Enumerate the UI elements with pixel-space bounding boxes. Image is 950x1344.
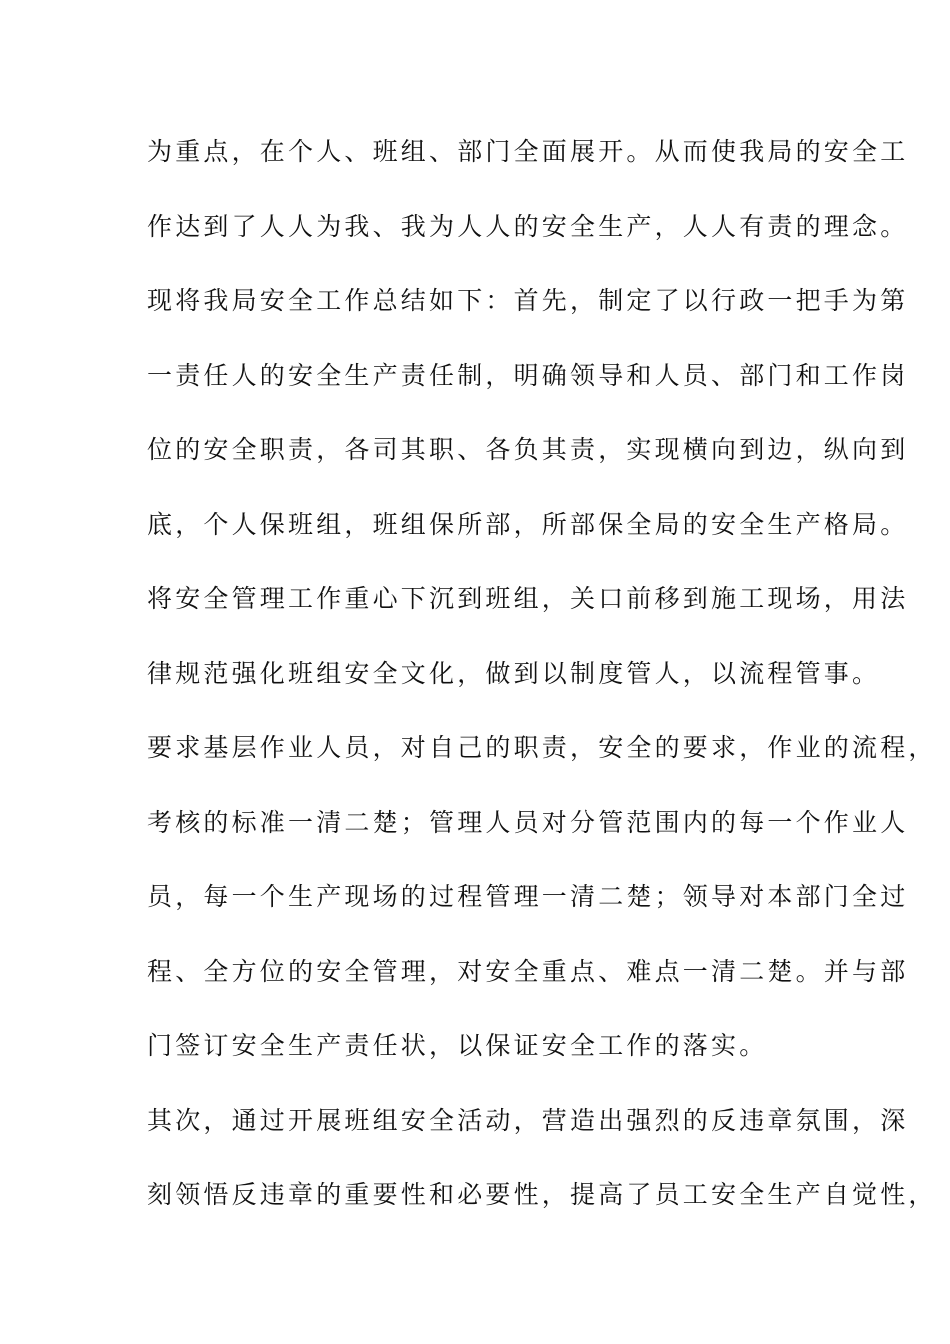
- text-line: 其次，通过开展班组安全活动，营造出强烈的反违章氛围，深: [147, 1105, 909, 1135]
- text-line: 作达到了人人为我、我为人人的安全生产，人人有责的理念。: [147, 211, 909, 241]
- text-line: 底，个人保班组，班组保所部，所部保全局的安全生产格局。: [147, 509, 909, 539]
- body-text: [147, 132, 937, 1250]
- text-line: 刻领悟反违章的重要性和必要性，提高了员工安全生产自觉性，: [147, 1180, 937, 1209]
- text-line: 门签订安全生产责任状，以保证安全工作的落实。: [147, 1031, 768, 1060]
- text-line: 员，每一个生产现场的过程管理一清二楚；领导对本部门全过: [147, 882, 909, 911]
- text-line: 位的安全职责，各司其职、各负其责，实现横向到边，纵向到: [147, 435, 909, 464]
- text-line: 律规范强化班组安全文化，做到以制度管人，以流程管事。: [147, 658, 881, 688]
- text-line: 现将我局安全工作总结如下：首先，制定了以行政一把手为第: [147, 286, 909, 315]
- text-line: 将安全管理工作重心下沉到班组，关口前移到施工现场，用法: [147, 584, 909, 613]
- text-line: 考核的标准一清二楚；管理人员对分管范围内的每一个作业人: [147, 807, 909, 837]
- text-line: 程、全方位的安全管理，对安全重点、难点一清二楚。并与部: [147, 956, 909, 986]
- text-line: 为重点，在个人、班组、部门全面展开。从而使我局的安全工: [147, 137, 909, 166]
- text-line: 一责任人的安全生产责任制，明确领导和人员、部门和工作岗: [147, 360, 909, 390]
- text-line: 要求基层作业人员，对自己的职责，安全的要求，作业的流程，: [147, 733, 937, 762]
